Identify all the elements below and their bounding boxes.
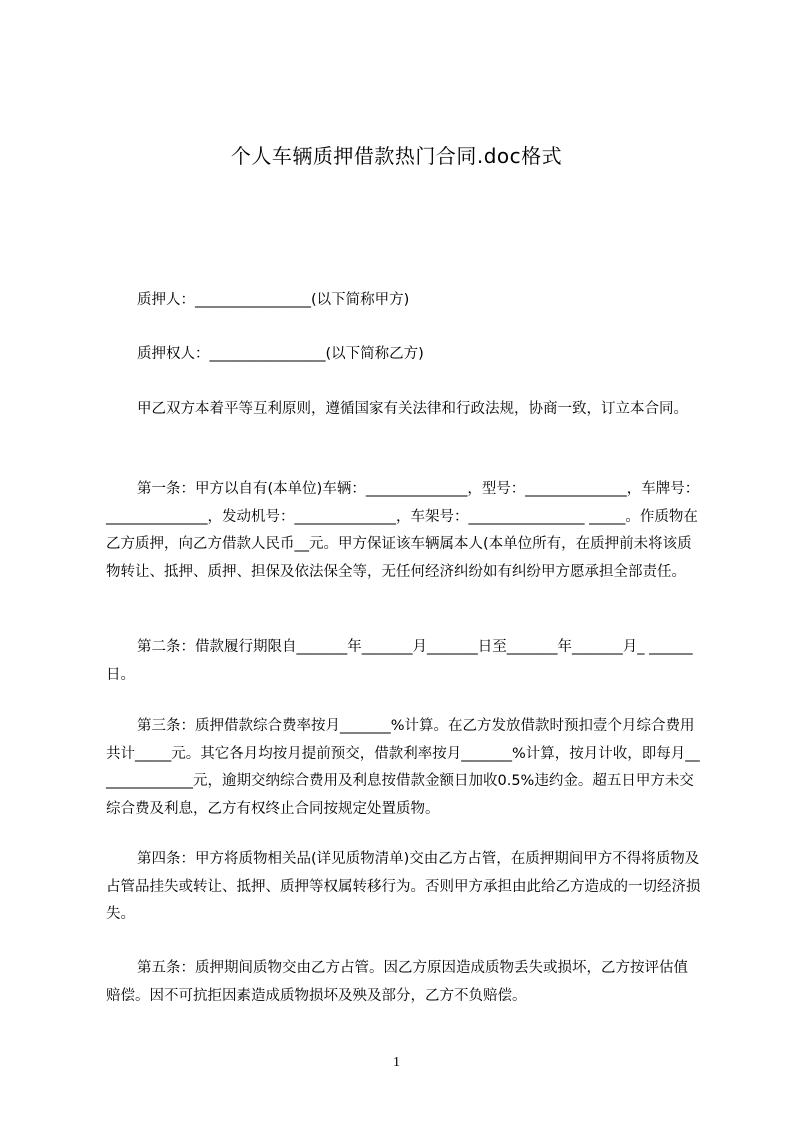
article-1-paragraph: 第一条：甲方以自有(本单位)车辆：______________，型号：______________，车牌号：______________，发动机号：______________，车架号：________________ _____。作质物在乙方质押，向乙方借款人民币__元。甲方保证该车辆属本人(本单位所有，在质押前未将该质物转让、抵押、质押、担保及依法保全等，无任何经济纠纷如有纠纷甲方愿承担全部责任。 — [106, 481, 700, 580]
pledgor-line: 质押人：________________(以下简称甲方) — [137, 292, 410, 308]
preamble-paragraph: 甲乙双方本着平等互利原则，遵循国家有关法律和行政法规，协商一致，订立本合同。 — [137, 401, 688, 417]
article-4-paragraph: 第四条：甲方将质物相关品(详见质物清单)交由乙方占管，在质押期间甲方不得将质物及占管品挂失或转让、抵押、质押等权属转移行为。否则甲方承担由此给乙方造成的一切经济损失。 — [106, 851, 701, 922]
page-number: 1 — [393, 1055, 400, 1070]
pledgee-line: 质押权人：________________(以下简称乙方) — [137, 346, 424, 362]
document-title: 个人车辆质押借款热门合同.doc格式 — [230, 144, 563, 168]
article-3-paragraph: 第三条：质押借款综合费率按月_______%计算。在乙方发放借款时预扣壹个月综合费用共计_____元。其它各月均按月提前预交，借款利率按月_______%计算，按月计收，即每月______________元，逾期交纳综合费用及利息按借款金额日加收0.5%违约金。超五日甲方未交综合费及利息，乙方有权终止合同按规定处置质物。 — [106, 718, 700, 817]
article-2-paragraph: 第二条：借款履行期限自_______年_______月_______日至_______年_______月_ ______日。 — [106, 639, 693, 683]
article-5-paragraph: 第五条：质押期间质物交由乙方占管。因乙方原因造成质物丢失或损坏，乙方按评估值赔偿。因不可抗拒因素造成质物损坏及殃及部分，乙方不负赔偿。 — [106, 960, 688, 1004]
